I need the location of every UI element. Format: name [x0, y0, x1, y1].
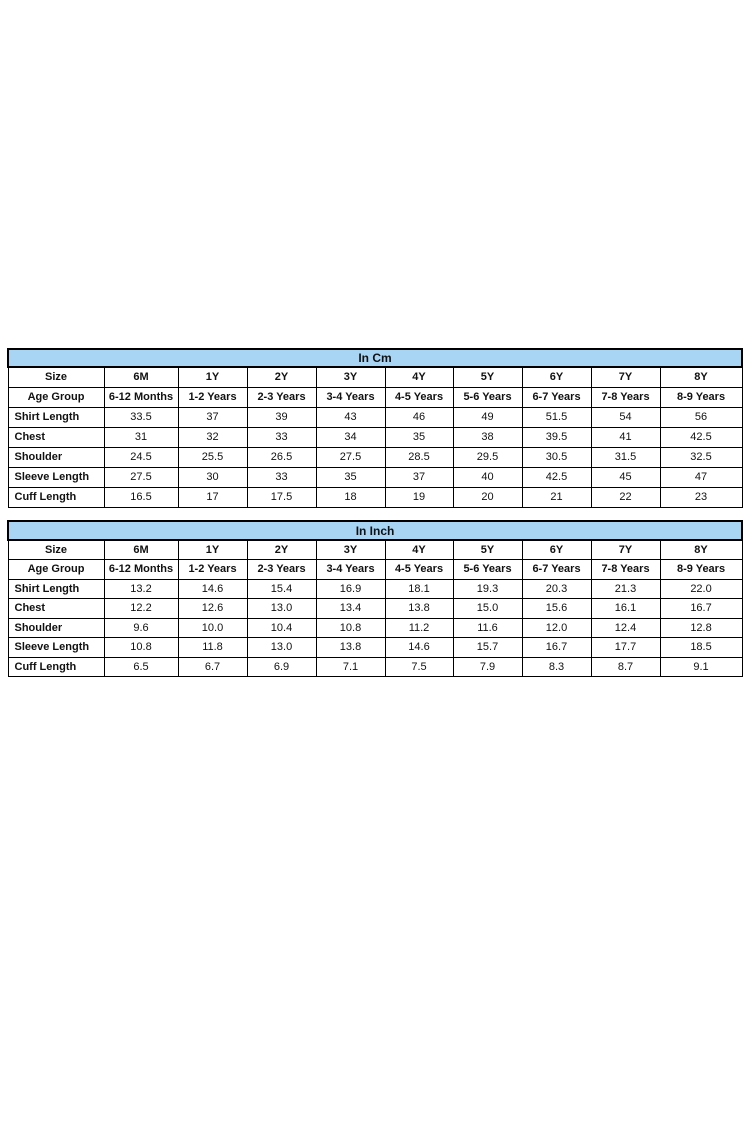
value-cell: 19	[385, 487, 453, 507]
value-cell: 15.6	[522, 599, 591, 619]
value-cell: 16.7	[522, 638, 591, 658]
value-cell: 33	[247, 427, 316, 447]
value-cell: 23	[660, 487, 742, 507]
value-cell: 43	[316, 407, 385, 427]
value-cell: 20.3	[522, 579, 591, 599]
age-group-label: Age Group	[8, 387, 104, 407]
table-row	[8, 638, 742, 658]
age-group-cell: 3-4 Years	[316, 560, 385, 580]
value-cell: 28.5	[385, 447, 453, 467]
size-row	[8, 367, 742, 387]
value-cell: 9.1	[660, 657, 742, 677]
value-cell: 15.0	[453, 599, 522, 619]
size-cell: 1Y	[178, 367, 247, 387]
value-cell: 26.5	[247, 447, 316, 467]
size-cell: 1Y	[178, 540, 247, 560]
table-row	[8, 487, 742, 507]
table-row	[8, 618, 742, 638]
value-cell: 51.5	[522, 407, 591, 427]
value-cell: 12.0	[522, 618, 591, 638]
age-group-row	[8, 387, 742, 407]
size-cell: 3Y	[316, 540, 385, 560]
table-row	[8, 599, 742, 619]
size-cell: 4Y	[385, 367, 453, 387]
value-cell: 13.8	[385, 599, 453, 619]
value-cell: 17.7	[591, 638, 660, 658]
table-row	[8, 447, 742, 467]
value-cell: 31	[104, 427, 178, 447]
size-cell: 6M	[104, 367, 178, 387]
value-cell: 11.8	[178, 638, 247, 658]
age-group-cell: 8-9 Years	[660, 560, 742, 580]
value-cell: 30	[178, 467, 247, 487]
value-cell: 18.1	[385, 579, 453, 599]
size-cell: 2Y	[247, 540, 316, 560]
value-cell: 13.8	[316, 638, 385, 658]
age-group-cell: 6-7 Years	[522, 560, 591, 580]
value-cell: 6.7	[178, 657, 247, 677]
table-title: In Cm	[8, 349, 742, 367]
value-cell: 39	[247, 407, 316, 427]
value-cell: 6.9	[247, 657, 316, 677]
row-label: Cuff Length	[8, 487, 104, 507]
age-group-cell: 2-3 Years	[247, 560, 316, 580]
size-cell: 2Y	[247, 367, 316, 387]
age-group-label: Age Group	[8, 560, 104, 580]
value-cell: 11.6	[453, 618, 522, 638]
value-cell: 14.6	[178, 579, 247, 599]
value-cell: 37	[178, 407, 247, 427]
size-cell: 4Y	[385, 540, 453, 560]
value-cell: 41	[591, 427, 660, 447]
row-label: Chest	[8, 427, 104, 447]
value-cell: 10.8	[104, 638, 178, 658]
value-cell: 16.1	[591, 599, 660, 619]
age-group-cell: 6-12 Months	[104, 387, 178, 407]
size-label: Size	[8, 367, 104, 387]
value-cell: 27.5	[316, 447, 385, 467]
value-cell: 13.2	[104, 579, 178, 599]
size-cell: 5Y	[453, 367, 522, 387]
value-cell: 33.5	[104, 407, 178, 427]
value-cell: 9.6	[104, 618, 178, 638]
value-cell: 21	[522, 487, 591, 507]
size-cell: 8Y	[660, 367, 742, 387]
value-cell: 19.3	[453, 579, 522, 599]
value-cell: 56	[660, 407, 742, 427]
value-cell: 38	[453, 427, 522, 447]
value-cell: 12.2	[104, 599, 178, 619]
value-cell: 7.1	[316, 657, 385, 677]
age-group-cell: 8-9 Years	[660, 387, 742, 407]
value-cell: 12.6	[178, 599, 247, 619]
value-cell: 34	[316, 427, 385, 447]
age-group-cell: 5-6 Years	[453, 560, 522, 580]
value-cell: 45	[591, 467, 660, 487]
value-cell: 7.5	[385, 657, 453, 677]
value-cell: 46	[385, 407, 453, 427]
value-cell: 31.5	[591, 447, 660, 467]
value-cell: 20	[453, 487, 522, 507]
value-cell: 12.8	[660, 618, 742, 638]
age-group-cell: 1-2 Years	[178, 387, 247, 407]
age-group-cell: 6-12 Months	[104, 560, 178, 580]
size-cell: 6Y	[522, 540, 591, 560]
value-cell: 14.6	[385, 638, 453, 658]
value-cell: 12.4	[591, 618, 660, 638]
value-cell: 15.7	[453, 638, 522, 658]
size-cell: 7Y	[591, 367, 660, 387]
value-cell: 37	[385, 467, 453, 487]
size-cell: 5Y	[453, 540, 522, 560]
value-cell: 27.5	[104, 467, 178, 487]
value-cell: 17.5	[247, 487, 316, 507]
table-row	[8, 579, 742, 599]
row-label: Sleeve Length	[8, 467, 104, 487]
value-cell: 24.5	[104, 447, 178, 467]
value-cell: 25.5	[178, 447, 247, 467]
value-cell: 32	[178, 427, 247, 447]
value-cell: 17	[178, 487, 247, 507]
size-cell: 7Y	[591, 540, 660, 560]
age-group-cell: 1-2 Years	[178, 560, 247, 580]
value-cell: 40	[453, 467, 522, 487]
value-cell: 54	[591, 407, 660, 427]
row-label: Shoulder	[8, 618, 104, 638]
value-cell: 13.4	[316, 599, 385, 619]
row-label: Shoulder	[8, 447, 104, 467]
age-group-cell: 5-6 Years	[453, 387, 522, 407]
value-cell: 42.5	[660, 427, 742, 447]
value-cell: 49	[453, 407, 522, 427]
value-cell: 10.4	[247, 618, 316, 638]
value-cell: 10.8	[316, 618, 385, 638]
value-cell: 18	[316, 487, 385, 507]
size-cell: 6M	[104, 540, 178, 560]
value-cell: 33	[247, 467, 316, 487]
age-group-cell: 4-5 Years	[385, 560, 453, 580]
size-cell: 3Y	[316, 367, 385, 387]
value-cell: 16.5	[104, 487, 178, 507]
value-cell: 13.0	[247, 599, 316, 619]
value-cell: 16.7	[660, 599, 742, 619]
value-cell: 13.0	[247, 638, 316, 658]
size-cell: 6Y	[522, 367, 591, 387]
value-cell: 16.9	[316, 579, 385, 599]
size-cell: 8Y	[660, 540, 742, 560]
size-chart-inch-table	[7, 520, 743, 677]
row-label: Cuff Length	[8, 657, 104, 677]
row-label: Chest	[8, 599, 104, 619]
value-cell: 7.9	[453, 657, 522, 677]
value-cell: 21.3	[591, 579, 660, 599]
table-row	[8, 657, 742, 677]
value-cell: 29.5	[453, 447, 522, 467]
value-cell: 8.3	[522, 657, 591, 677]
value-cell: 8.7	[591, 657, 660, 677]
value-cell: 11.2	[385, 618, 453, 638]
age-group-cell: 2-3 Years	[247, 387, 316, 407]
value-cell: 35	[316, 467, 385, 487]
value-cell: 42.5	[522, 467, 591, 487]
value-cell: 18.5	[660, 638, 742, 658]
row-label: Sleeve Length	[8, 638, 104, 658]
size-row	[8, 540, 742, 560]
age-group-cell: 6-7 Years	[522, 387, 591, 407]
value-cell: 22.0	[660, 579, 742, 599]
table-row	[8, 407, 742, 427]
value-cell: 15.4	[247, 579, 316, 599]
table-row	[8, 427, 742, 447]
age-group-cell: 7-8 Years	[591, 560, 660, 580]
row-label: Shirt Length	[8, 407, 104, 427]
value-cell: 30.5	[522, 447, 591, 467]
age-group-cell: 7-8 Years	[591, 387, 660, 407]
age-group-row	[8, 560, 742, 580]
value-cell: 32.5	[660, 447, 742, 467]
size-chart-cm-table	[7, 348, 743, 508]
value-cell: 22	[591, 487, 660, 507]
table-row	[8, 467, 742, 487]
value-cell: 35	[385, 427, 453, 447]
size-label: Size	[8, 540, 104, 560]
table-title: In Inch	[8, 521, 742, 540]
age-group-cell: 3-4 Years	[316, 387, 385, 407]
value-cell: 47	[660, 467, 742, 487]
value-cell: 6.5	[104, 657, 178, 677]
row-label: Shirt Length	[8, 579, 104, 599]
age-group-cell: 4-5 Years	[385, 387, 453, 407]
value-cell: 10.0	[178, 618, 247, 638]
value-cell: 39.5	[522, 427, 591, 447]
